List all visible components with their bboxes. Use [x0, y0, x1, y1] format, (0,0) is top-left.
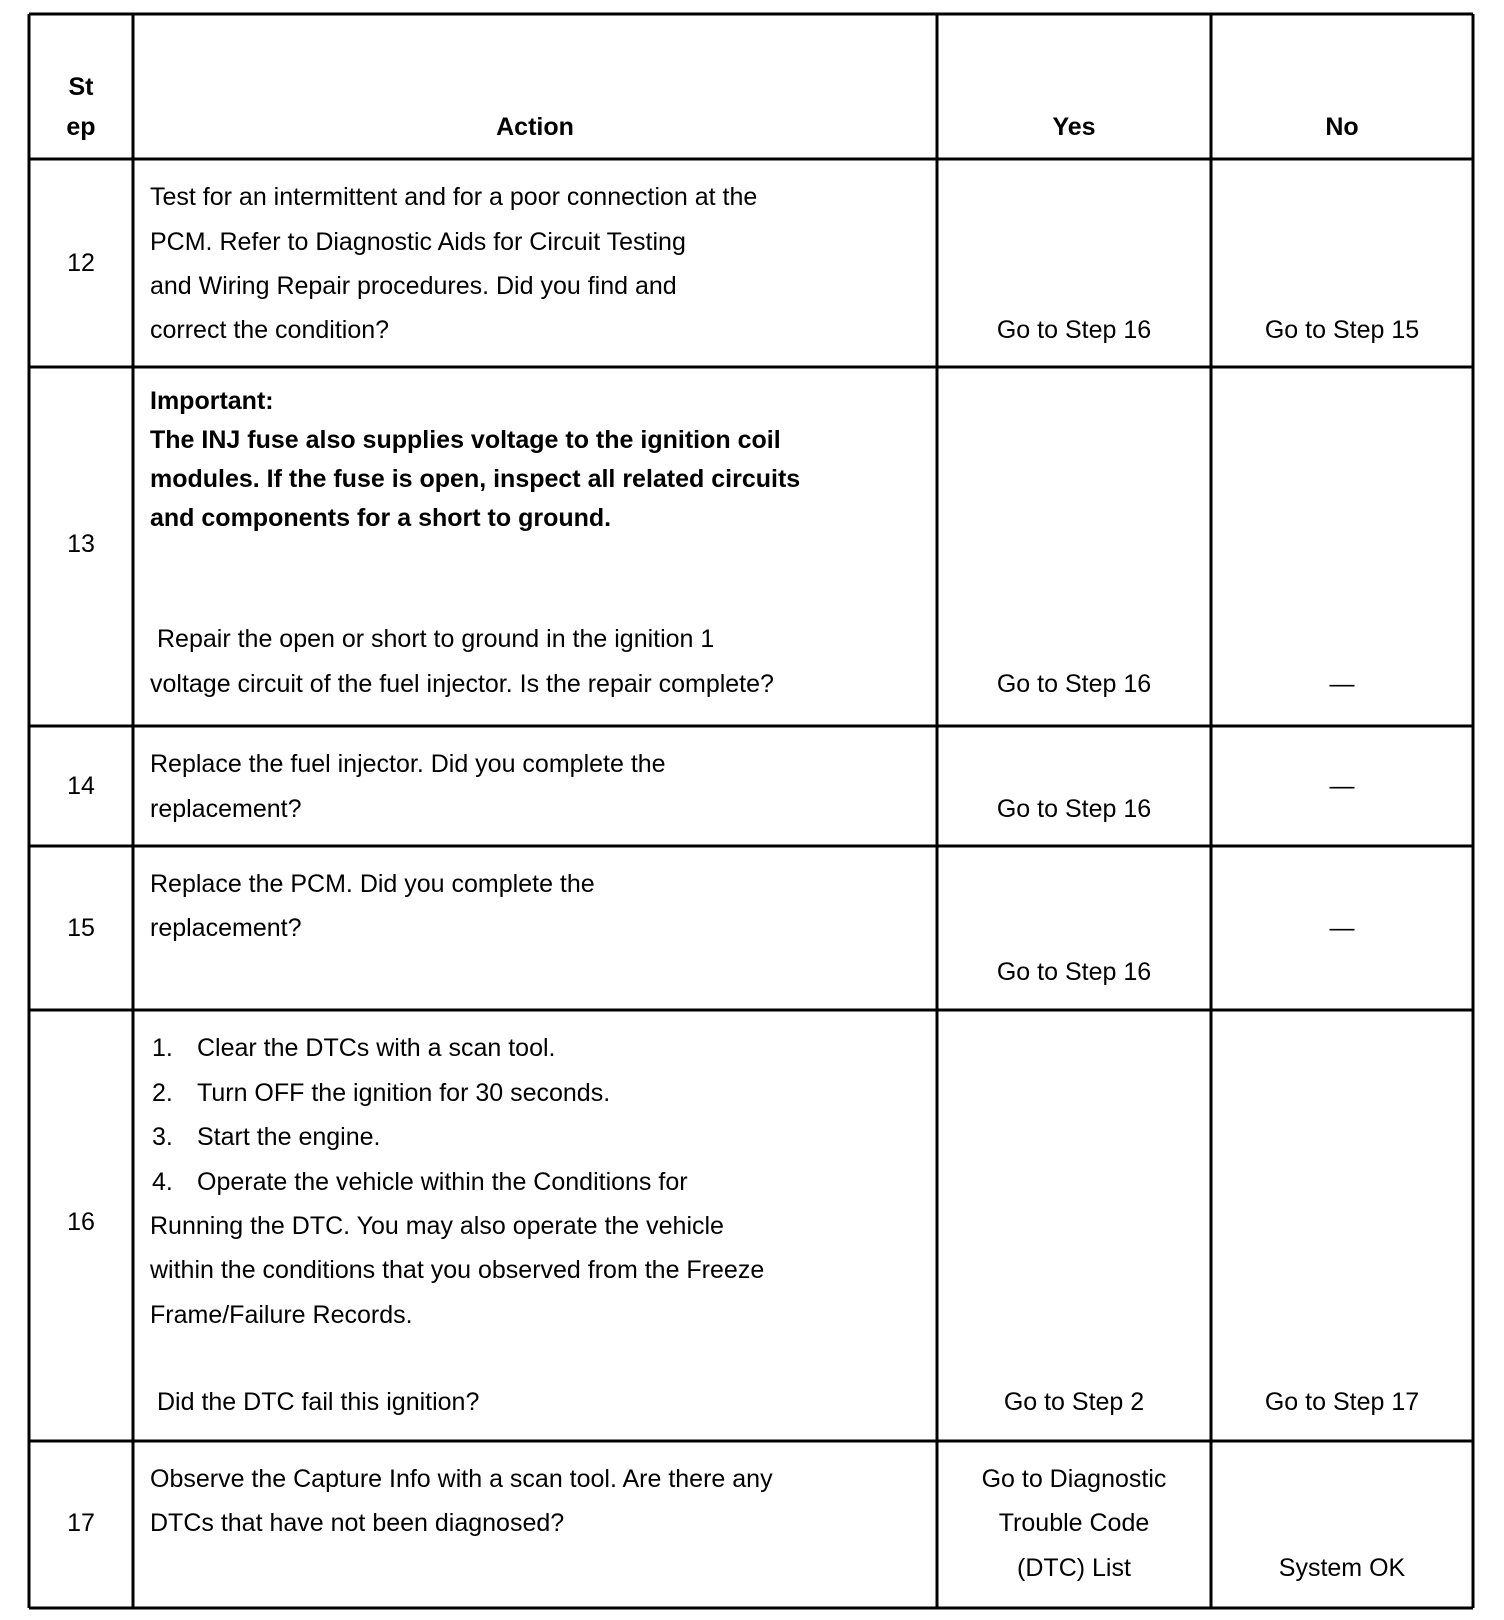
- important-label: Important:: [150, 387, 274, 415]
- action-line: Did the DTC fail this ignition?: [157, 1388, 480, 1416]
- yes-result: Go to Step 16: [996, 316, 1152, 344]
- list-item-text: Start the engine.: [197, 1123, 381, 1151]
- list-item-text: Turn OFF the ignition for 30 seconds.: [197, 1079, 611, 1107]
- step-number: 14: [67, 772, 95, 800]
- step-number: 16: [67, 1208, 95, 1236]
- step-number: 17: [67, 1509, 95, 1537]
- action-line: correct the condition?: [150, 316, 390, 344]
- action-line: Running the DTC. You may also operate the vehicle: [150, 1212, 724, 1240]
- yes-result: Go to Step 16: [996, 795, 1152, 823]
- yes-result-line: Trouble Code: [998, 1509, 1150, 1537]
- no-result: System OK: [1278, 1554, 1406, 1582]
- header-no: No: [1325, 113, 1359, 141]
- action-line: Repair the open or short to ground in the ignition 1: [157, 625, 715, 653]
- action-line: Replace the PCM. Did you complete the: [150, 870, 595, 898]
- no-result: Go to Step 15: [1264, 316, 1420, 344]
- yes-result: Go to Step 16: [996, 958, 1152, 986]
- header-action: Action: [496, 113, 574, 141]
- action-line: Frame/Failure Records.: [150, 1301, 413, 1329]
- step-number: 12: [67, 249, 95, 277]
- action-line: within the conditions that you observed from the Freeze: [150, 1256, 765, 1284]
- yes-result-line: (DTC) List: [1017, 1554, 1131, 1582]
- action-line: DTCs that have not been diagnosed?: [150, 1509, 565, 1537]
- action-line: voltage circuit of the fuel injector. Is the repair complete?: [150, 670, 774, 698]
- action-line: Test for an intermittent and for a poor connection at the: [150, 183, 758, 211]
- yes-result-line: Go to Diagnostic: [981, 1465, 1167, 1493]
- action-line: replacement?: [150, 914, 302, 942]
- no-result: —: [1329, 670, 1355, 698]
- action-line: and Wiring Repair procedures. Did you find and: [150, 272, 677, 300]
- list-item-number: 3.: [152, 1123, 173, 1151]
- header-step-line-2: ep: [66, 113, 96, 141]
- step-number: 15: [67, 914, 95, 942]
- yes-result: Go to Step 16: [996, 670, 1152, 698]
- list-item-text: Operate the vehicle within the Conditions for: [197, 1168, 688, 1196]
- important-line: and components for a short to ground.: [150, 504, 612, 532]
- step-number: 13: [67, 530, 95, 558]
- no-result: —: [1329, 914, 1355, 942]
- list-item-number: 4.: [152, 1168, 173, 1196]
- action-line: replacement?: [150, 795, 302, 823]
- list-item-text: Clear the DTCs with a scan tool.: [197, 1034, 556, 1062]
- list-item-number: 1.: [152, 1034, 173, 1062]
- header-yes: Yes: [1052, 113, 1096, 141]
- no-result: Go to Step 17: [1264, 1388, 1420, 1416]
- header-step-line-1: St: [68, 73, 94, 101]
- yes-result: Go to Step 2: [1003, 1388, 1145, 1416]
- action-line: PCM. Refer to Diagnostic Aids for Circuit Testing: [150, 228, 686, 256]
- list-item-number: 2.: [152, 1079, 173, 1107]
- action-line: Observe the Capture Info with a scan tool. Are there any: [150, 1465, 773, 1493]
- important-line: The INJ fuse also supplies voltage to the ignition coil: [150, 426, 781, 454]
- important-line: modules. If the fuse is open, inspect all related circuits: [150, 465, 801, 493]
- action-line: Replace the fuel injector. Did you complete the: [150, 750, 666, 778]
- no-result: —: [1329, 772, 1355, 800]
